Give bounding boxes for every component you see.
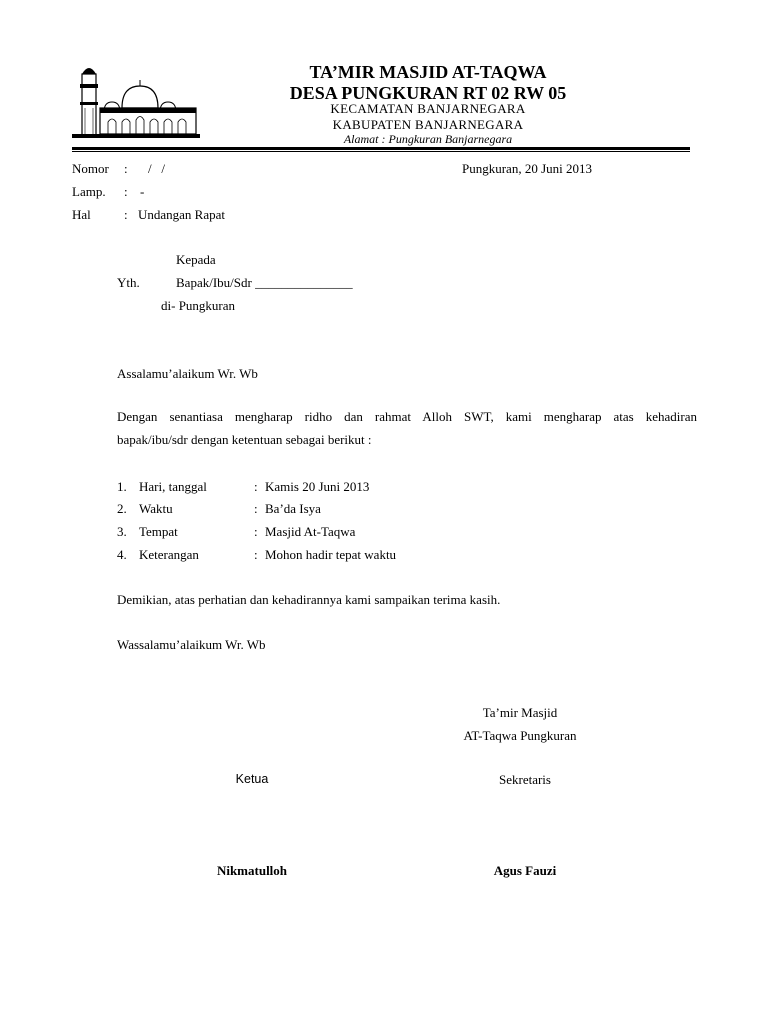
letterhead-subtitle: DESA PUNGKURAN RT 02 RW 05 (289, 83, 567, 103)
item-3-colon: : (254, 524, 258, 539)
farewell-text: Wassalamu’alaikum Wr. Wb (117, 637, 266, 652)
letterhead-divider (72, 147, 690, 150)
signature-org-line-1: Ta’mir Masjid (482, 705, 558, 720)
signature-role-right: Sekretaris (499, 772, 551, 787)
recipient-yth: Yth. (117, 275, 140, 290)
signature-org-line-2: AT-Taqwa Pungkuran (463, 728, 577, 743)
recipient-location: di- Pungkuran (161, 298, 236, 313)
letterhead-district: KECAMATAN BANJARNEGARA (330, 101, 526, 116)
intro-line-2: bapak/ibu/sdr dengan ketentuan sebagai berikut : (117, 432, 372, 447)
hal-label: Hal (72, 207, 91, 222)
nomor-colon: : (124, 161, 128, 176)
lamp-colon: : (124, 184, 128, 199)
recipient-name-line: Bapak/Ibu/Sdr _______________ (176, 275, 353, 290)
letterhead-divider-thin (72, 151, 690, 152)
item-1-colon: : (254, 479, 258, 494)
signature-name-left: Nikmatulloh (216, 863, 288, 878)
item-3-label: Tempat (139, 524, 178, 539)
letterhead-title: TA’MIR MASJID AT-TAQWA (309, 62, 547, 82)
item-2-colon: : (254, 501, 258, 516)
item-4-num: 4. (117, 547, 127, 562)
hal-colon: : (124, 207, 128, 222)
item-1-value: Kamis 20 Juni 2013 (265, 479, 370, 494)
item-2-value: Ba’da Isya (265, 501, 321, 516)
letterhead-address: Alamat : Pungkuran Banjarnegara (343, 132, 513, 146)
item-1-label: Hari, tanggal (139, 479, 207, 494)
lamp-value: - (140, 184, 145, 199)
signature-role-left: Ketua (235, 772, 269, 786)
lamp-label: Lamp. (72, 184, 106, 199)
closing-text: Demikian, atas perhatian dan kehadirannya kami sampaikan terima kasih. (117, 592, 501, 607)
greeting: Assalamu’alaikum Wr. Wb (117, 366, 258, 381)
item-2-num: 2. (117, 501, 127, 516)
intro-line-1: Dengan senantiasa mengharap ridho dan rahmat Alloh SWT, kami mengharap atas kehadiran (117, 409, 697, 424)
item-4-label: Keterangan (139, 547, 199, 562)
item-2-label: Waktu (139, 501, 173, 516)
hal-value: Undangan Rapat (138, 207, 226, 222)
item-4-colon: : (254, 547, 258, 562)
nomor-value: / / (148, 161, 165, 176)
item-3-value: Masjid At-Taqwa (265, 524, 356, 539)
item-4-value: Mohon hadir tepat waktu (265, 547, 397, 562)
recipient-kepada: Kepada (176, 252, 216, 267)
item-1-num: 1. (117, 479, 127, 494)
nomor-label: Nomor (72, 161, 109, 176)
letterhead-regency: KABUPATEN BANJARNEGARA (332, 117, 524, 132)
signature-name-right: Agus Fauzi (493, 863, 557, 878)
place-date: Pungkuran, 20 Juni 2013 (462, 161, 592, 176)
item-3-num: 3. (117, 524, 127, 539)
mosque-logo-icon (72, 64, 200, 140)
